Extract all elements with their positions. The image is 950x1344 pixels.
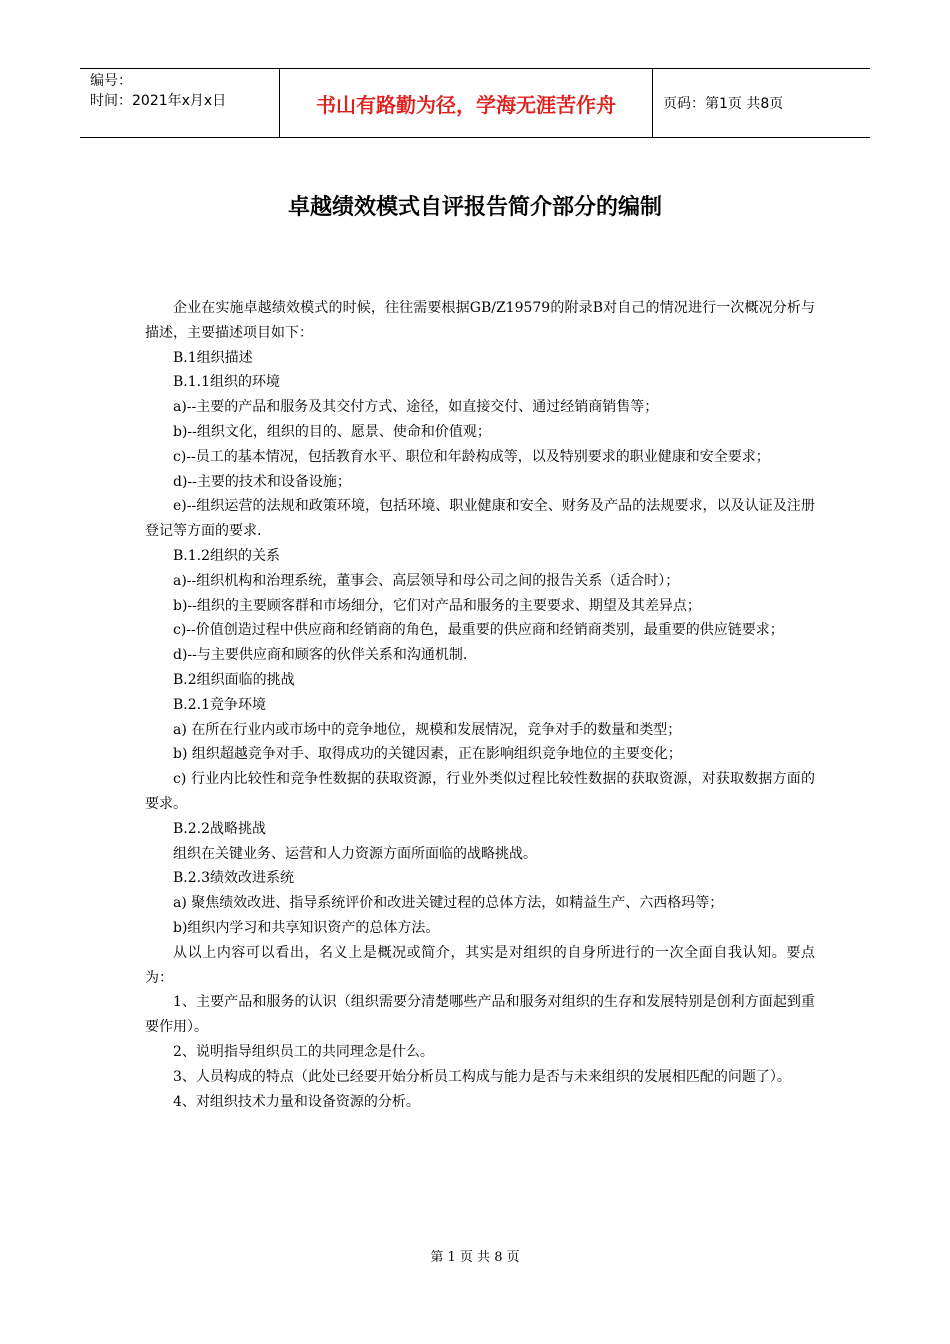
body-paragraph: B.2组织面临的挑战 xyxy=(173,671,295,688)
body-paragraph: B.1.2组织的关系 xyxy=(173,547,281,564)
body-paragraph: d)--主要的技术和设备设施； xyxy=(173,473,351,490)
body-paragraph: a)--主要的产品和服务及其交付方式、途径，如直接交付、通过经销商销售等； xyxy=(173,399,659,416)
body-paragraph: b)组织内学习和共享知识资产的总体方法。 xyxy=(173,919,440,936)
document-time-label: 时间：2021年x月x日 xyxy=(90,93,227,109)
body-paragraph: B.2.2战略挑战 xyxy=(173,820,267,837)
document-number-label: 编号： xyxy=(90,73,132,89)
body-paragraph: a) 在所在行业内或市场中的竞争地位，规模和发展情况，竞争对手的数量和类型； xyxy=(173,721,682,738)
body-paragraph: b) 组织超越竞争对手、取得成功的关键因素，正在影响组织竞争地位的主要变化； xyxy=(173,746,682,763)
body-paragraph: B.2.1竞争环境 xyxy=(173,696,267,713)
header-motto: 书山有路勤为径，学海无涯苦作舟 xyxy=(280,69,653,137)
body-paragraph: c)--价值创造过程中供应商和经销商的角色，最重要的供应商和经销商类别，最重要的供应链要求； xyxy=(173,622,784,639)
body-paragraph: B.1组织描述 xyxy=(173,349,253,366)
body-paragraph: 4、对组织技术力量和设备资源的分析。 xyxy=(173,1093,420,1110)
header-meta xyxy=(80,69,280,137)
document-title: 卓越绩效模式自评报告简介部分的编制 xyxy=(287,195,662,220)
body-paragraph: 2、说明指导组织员工的共同理念是什么。 xyxy=(173,1043,434,1060)
body-paragraph: b)--组织文化，组织的目的、愿景、使命和价值观； xyxy=(173,423,491,440)
body-paragraph: a) 聚焦绩效改进、指导系统评价和改进关键过程的总体方法，如精益生产、六西格玛等； xyxy=(173,895,724,912)
body-paragraph: 组织在关键业务、运营和人力资源方面所面临的战略挑战。 xyxy=(173,845,537,862)
body-paragraph: B.1.1组织的环境 xyxy=(173,374,281,391)
page-header xyxy=(80,68,870,138)
document-body xyxy=(145,296,815,1114)
body-paragraph: 1、主要产品和服务的认识（组织需要分清楚哪些产品和服务对组织的生存和发展特别是创利方面起到重要作用）。 xyxy=(145,994,815,1036)
body-paragraph: c) 行业内比较性和竞争性数据的获取资源，行业外类似过程比较性数据的获取资源，对获取数据方面的要求。 xyxy=(145,771,815,812)
header-page-info: 页码：第1页 共8页 xyxy=(663,96,784,112)
body-paragraph: 从以上内容可以看出，名义上是概况或简介，其实是对组织的自身所进行的一次全面自我认知。要点为： xyxy=(145,944,815,986)
body-paragraph: c)--员工的基本情况，包括教育水平、职位和年龄构成等，以及特别要求的职业健康和安全要求； xyxy=(173,448,770,465)
body-paragraph: a)--组织机构和治理系统，董事会、高层领导和母公司之间的报告关系（适合时）； xyxy=(173,572,680,589)
body-paragraph: e)--组织运营的法规和政策环境，包括环境、职业健康和安全、财务及产品的法规要求，以及认证及注册登记等方面的要求. xyxy=(145,498,815,540)
body-paragraph: B.2.3绩效改进系统 xyxy=(173,870,295,887)
body-paragraph: b)--组织的主要顾客群和市场细分，它们对产品和服务的主要要求、期望及其差异点； xyxy=(173,597,701,614)
body-paragraph: 企业在实施卓越绩效模式的时候，往往需要根据GB/Z19579的附录B对自己的情况进行一次概况分析与描述，主要描述项目如下： xyxy=(145,300,815,341)
body-paragraph: d)--与主要供应商和顾客的伙伴关系和沟通机制. xyxy=(173,647,468,664)
page-footer: 第 1 页 共 8 页 xyxy=(430,1250,520,1265)
body-paragraph: 3、人员构成的特点（此处已经要开始分析员工构成与能力是否与未来组织的发展相匹配的问题了）。 xyxy=(173,1068,791,1085)
